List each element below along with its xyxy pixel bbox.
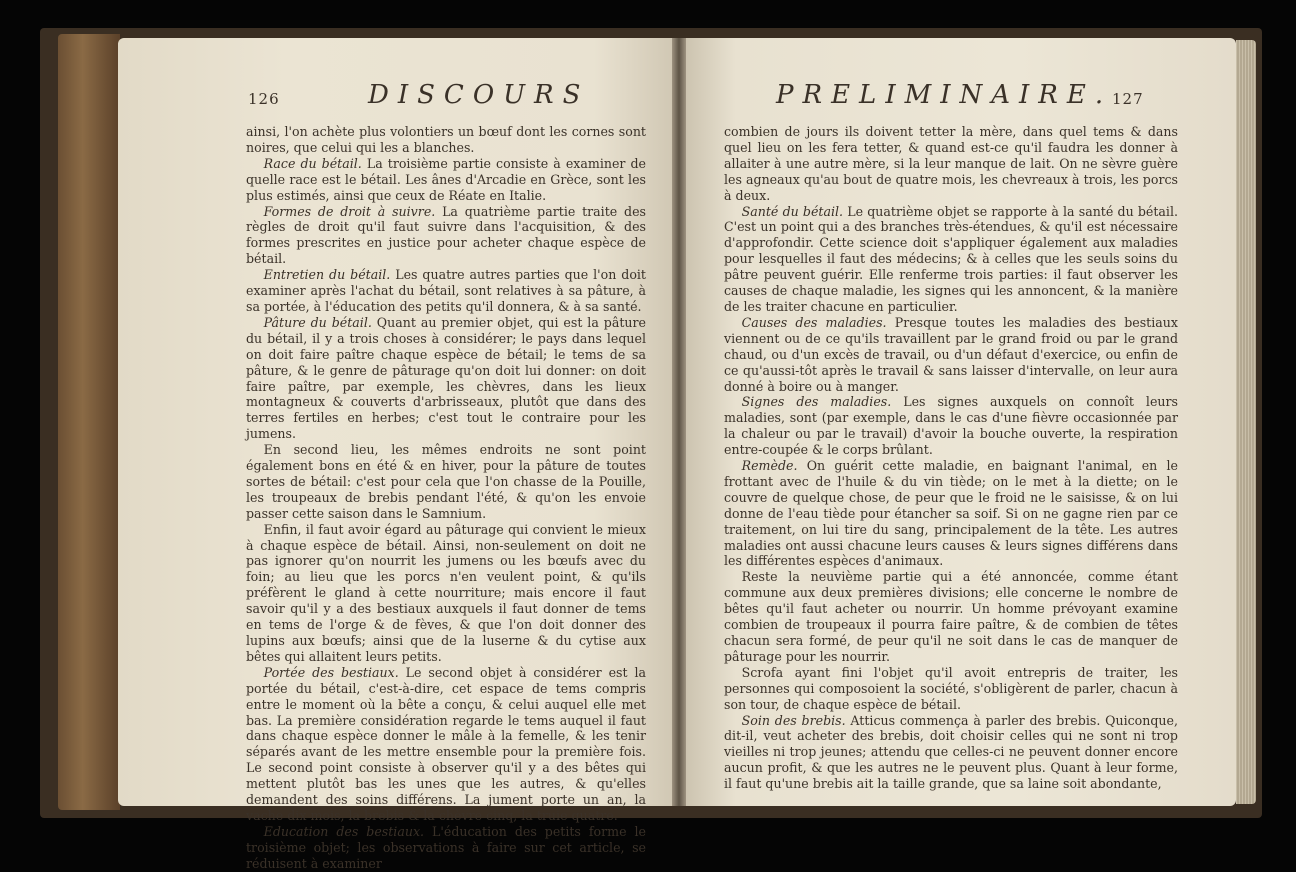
- right-page: [680, 38, 1236, 806]
- paragraph-text: Le quatrième objet se rapporte à la santé du bétail. C'est un point qui a des branches très-étendues, & qu'il est nécessaire d'approfondir. Cette science doit s'appliquer également aux maladies pour lesquelles il faut des médecins; & à celles que les seuls soins du pâtre peuvent guérir. Elle renferme trois parties: il faut observer les causes de chaque maladie, les signes qui les annoncent, & la manière de les traiter chacune en particulier.: [724, 203, 1178, 314]
- paragraph: [724, 569, 1178, 664]
- section-heading: Causes des maladies.: [741, 314, 887, 330]
- paragraph: [246, 315, 646, 442]
- paragraph: [246, 156, 646, 204]
- paragraph-text: Scrofa ayant fini l'objet qu'il avoit entrepris de traiter, les personnes qui composoient la société, s'obligèrent de parler, chacun à son tour, de chaque espèce de bétail.: [724, 664, 1178, 712]
- paragraph-text: La quatrième partie traite des règles de droit qu'il faut suivre dans l'acquisition, & des formes prescrites en justice pour acheter chaque espèce de bétail.: [246, 203, 646, 267]
- paragraph: [246, 124, 646, 156]
- section-heading: Formes de droit à suivre.: [263, 203, 436, 219]
- section-heading: Education des bestiaux.: [263, 823, 425, 839]
- section-heading: Soin des brebis.: [741, 712, 846, 728]
- paragraph: [246, 522, 646, 665]
- paragraph-text: Le second objet à considérer est la portée du bétail, c'est-à-dire, cet espace de tems compris entre le moment où la bête a conçu, & celui auquel elle met bas. La première considération regarde le tems auquel il faut dans chaque espèce donner le mâle à la femelle, & les tenir séparés avant de les mettre ensemble pour la première fois. Le second point consiste à observer qu'il y a des bêtes qui mettent plutôt bas les unes que les autres, & qu'elles demandent des soins différens. La jument porte un an, la vache dix mois, la brebis & la chèvre cinq, la truie quatre.: [246, 664, 646, 823]
- paragraph: [724, 204, 1178, 315]
- section-heading: Entretien du bétail.: [263, 267, 391, 283]
- section-heading: Santé du bétail.: [741, 203, 844, 219]
- paragraph-text: combien de jours ils doivent tetter la mère, dans quel tems & dans quel lieu on les fera tetter, & quand est-ce qu'il faudra les donner à allaiter à une autre mère, si la leur manque de lait. On ne sèvre guère les agneaux qu'au bout de quatre mois, les chevreaux à trois, les porcs à deux.: [724, 124, 1178, 203]
- paragraph: [246, 442, 646, 522]
- right-running-head: PRELIMINAIRE.: [776, 80, 1113, 110]
- right-page-body: [724, 124, 1178, 792]
- section-heading: Portée des bestiaux.: [263, 664, 399, 680]
- section-heading: Race du bétail.: [263, 155, 362, 171]
- paragraph: [246, 204, 646, 268]
- paragraph-text: Reste la neuvième partie qui a été annoncée, comme étant commune aux deux premières divisions; elle concerne le nombre de bêtes qu'il faut acheter ou nourrir. Un homme prévoyant examine combien de troupeaux il pourra faire paître, & de combien de têtes chacun sera formé, de peur qu'il ne soit dans le cas de manquer de pâturage pour les nourrir.: [724, 569, 1178, 664]
- paragraph-text: On guérit cette maladie, en baignant l'animal, en le frottant avec de l'huile & du vin tiède; on le met à la diette; on le couvre de quelque chose, de peur que le froid ne le saisisse, & on lui donne de l'eau tiède pour étancher sa soif. Si on ne gagne rien par ce traitement, on lui tire du sang, principalement de la tête. Les autres maladies ont aussi chacune leurs causes & leurs signes différens dans les différentes espèces d'animaux.: [724, 458, 1178, 569]
- right-page-number: 127: [1112, 90, 1144, 108]
- book-spine-edge: [58, 34, 120, 810]
- paragraph: [724, 315, 1178, 395]
- paragraph: [724, 458, 1178, 569]
- paragraph-text: Quant au premier objet, qui est la pâture du bétail, il y a trois choses à considérer; le pays dans lequel on doit faire paître chaque espèce de bétail; le tems de sa pâture, & le genre de pâturage qu'on doit lui donner: on doit faire paître, par exemple, les chèvres, dans les lieux montagneux & couverts d'arbrisseaux, plutôt que dans des terres fertiles en herbes; c'est tout le contraire pour les jumens.: [246, 314, 646, 442]
- left-page-header: [118, 78, 678, 118]
- paragraph-text: ainsi, l'on achète plus volontiers un bœuf dont les cornes sont noires, que celui qui les a blanches.: [246, 124, 646, 155]
- paragraph: [724, 124, 1178, 204]
- section-heading: Remède.: [741, 458, 798, 474]
- paragraph: [246, 267, 646, 315]
- left-page: [118, 38, 678, 871]
- left-running-head: DISCOURS: [368, 80, 590, 110]
- page-edges: [1236, 40, 1256, 804]
- paragraph-text: En second lieu, les mêmes endroits ne sont point également bons en été & en hiver, pour la pâture de toutes sortes de bétail: c'est pour cela que l'on chasse de la Pouille, les troupeaux de brebis pendant l'été, & qu'on les envoie passer cette saison dans le Samnium.: [246, 442, 646, 521]
- paragraph-text: La troisième partie consiste à examiner de quelle race est le bétail. Les ânes d'Arcadie en Grèce, sont les plus estimés, ainsi que ceux de Réate en Italie.: [246, 155, 646, 203]
- left-page-number: 126: [248, 90, 280, 108]
- paragraph-text: Atticus commença à parler des brebis. Quiconque, dit-il, veut acheter des brebis, doit choisir celles qui ne sont ni trop vieilles ni trop jeunes; attendu que celles-ci ne peuvent donner encore aucun profit, & que les autres ne le peuvent plus. Quant à leur forme, il faut qu'une brebis ait la taille grande, que sa laine soit abondante,: [724, 712, 1178, 792]
- paragraph: [724, 394, 1178, 458]
- paragraph-text: Presque toutes les maladies des bestiaux viennent ou de ce qu'ils travaillent par le grand froid ou par le grand chaud, ou d'un excès de travail, ou d'un défaut d'exercice, ou enfin de ce qu'aussi-tôt après le travail & sans laisser d'intervalle, on leur aura donné à boire ou à manger.: [724, 314, 1178, 394]
- book-gutter: [672, 38, 686, 806]
- section-heading: Signes des maladies.: [741, 394, 892, 410]
- paragraph-text: Les signes auxquels on connoît leurs maladies, sont (par exemple, dans le cas d'une fièvre occasionnée par la chaleur ou par le travail) d'avoir la bouche ouverte, la respiration entre-coupée & le corps brûlant.: [724, 394, 1178, 458]
- paragraph-text: Enfin, il faut avoir égard au pâturage qui convient le mieux à chaque espèce de bétail. Ainsi, non-seulement on doit ne pas ignorer qu'on nourrit les jumens ou les bœufs avec du foin; au lieu que les porcs n'en veulent point, & qu'ils préfèrent le gland à cette nourriture; mais encore il faut savoir qu'il y a des bestiaux auxquels il faut donner de tems en tems de l'orge & de fèves, & que l'on doit donner des lupins aux bœufs; ainsi que de la luserne & du cytise aux bêtes qui allaitent leurs petits.: [246, 521, 646, 664]
- section-heading: Pâture du bétail.: [263, 314, 372, 330]
- paragraph-text: Les quatre autres parties que l'on doit examiner après l'achat du bétail, sont relatives à sa pâture, à sa portée, à l'éducation des petits qu'il donnera, & à sa santé.: [246, 267, 646, 314]
- paragraph: [724, 665, 1178, 713]
- paragraph: [724, 713, 1178, 793]
- paragraph: [246, 824, 646, 872]
- right-page-header: [680, 78, 1236, 118]
- paragraph-text: L'éducation des petits forme le troisième objet; les observations à faire sur cet article, se réduisent à examiner: [246, 823, 646, 871]
- left-page-body: [246, 124, 646, 872]
- paragraph: [246, 665, 646, 824]
